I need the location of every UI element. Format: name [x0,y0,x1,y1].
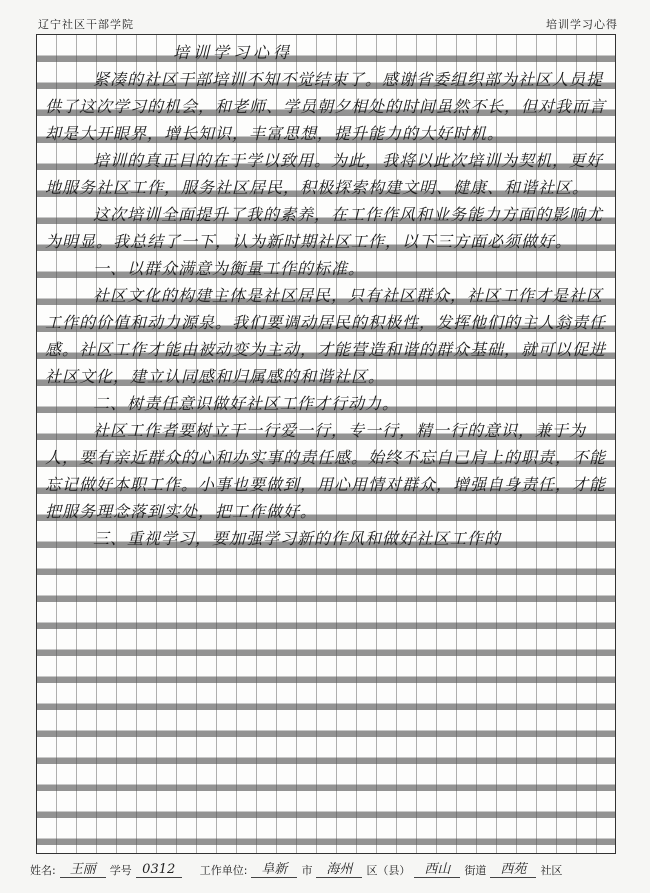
handwritten-essay [45,39,609,552]
city-label: 市 [301,864,313,877]
name-label: 姓名: [30,864,56,877]
district-value: 海州 [316,858,362,878]
essay-paragraph: 培训的真正目的在于学以致用。为此，我将以此次培训为契机，更好地服务社区工作，服务社区居民，积极探索构建文明、健康、和谐社区。 [45,151,604,197]
district-label: 区（县） [366,864,411,877]
essay-subheading: 二、树责任意识做好社区工作才行动力。 [93,394,400,413]
institution-header: 辽宁社区干部学院 [38,18,134,31]
student-id-value: 0312 [136,862,182,878]
city-value: 阜新 [251,858,297,878]
street-value: 西山 [414,858,460,878]
essay-subheading: 一、以群众满意为衡量工作的标准。 [93,259,366,278]
essay-title: 培训学习心得 [173,43,294,62]
student-info-footer [30,858,630,878]
essay-paragraph: 社区工作者要树立干一行爱一行，专一行，精一行的意识，兼于为人，要有亲近群众的心和办实事的责任感。始终不忘自己肩上的职责，不能忘记做好本职工作。小事也要做到，用心用情对群众，增强自身责任，才能把服务理念落到实处，把工作做好。 [45,421,607,521]
community-label: 社区 [540,864,563,877]
street-label: 街道 [464,864,487,877]
community-value: 西苑 [490,858,536,878]
student-id-label: 学号 [109,864,132,877]
name-value: 王丽 [60,858,106,878]
essay-paragraph: 紧凑的社区干部培训不知不觉结束了。感谢省委组织部为社区人员提供了这次学习的机会，和老师、学员朝夕相处的时间虽然不长，但对我而言却是大开眼界，增长知识，丰富思想，提升能力的大好时机。 [45,70,607,143]
essay-paragraph: 三、重视学习，要加强学习新的作风和做好社区工作的 [93,529,502,548]
essay-paragraph: 这次培训全面提升了我的素养，在工作作风和业务能力方面的影响尤为明显。我总结了一下，认为新时期社区工作，以下三方面必须做好。 [45,205,604,251]
essay-paragraph: 社区文化的构建主体是社区居民，只有社区群众，社区工作才是社区工作的价值和动力源泉。我们要调动居民的积极性，发挥他们的主人翁责任感。社区工作才能由被动变为主动，才能营造和谐的群众基础，就可以促进社区文化，建立认同感和归属感的和谐社区。 [45,286,607,386]
work-unit-label: 工作单位: [199,864,248,877]
document-type-header: 培训学习心得 [546,18,618,31]
grid-paper [36,34,616,854]
